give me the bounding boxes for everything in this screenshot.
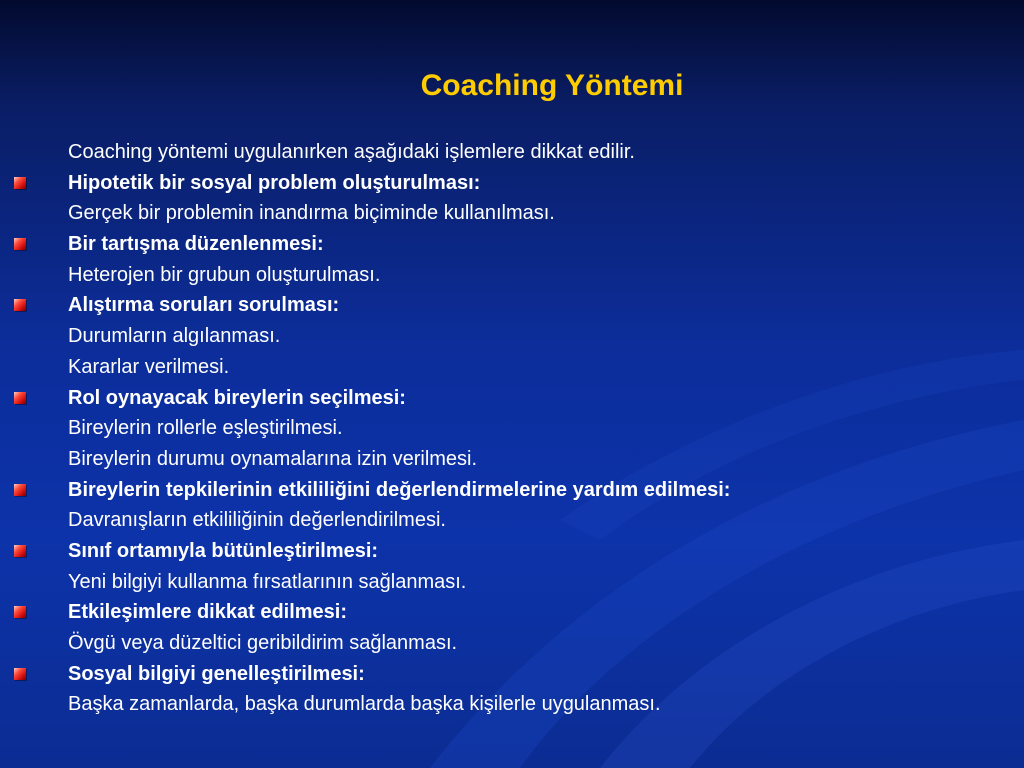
bullet-icon	[14, 392, 26, 404]
bullet-heading: Sınıf ortamıyla bütünleştirilmesi:	[0, 536, 1024, 567]
bullet-detail: Davranışların etkililiğinin değerlendirilmesi.	[68, 509, 446, 532]
bullet-heading: Sosyal bilgiyi genelleştirilmesi:	[0, 659, 1024, 690]
bullet-heading: Hipotetik bir sosyal problem oluşturulması:	[0, 168, 1024, 199]
bullet-heading: Alıştırma soruları sorulması:	[0, 290, 1024, 321]
bullet-detail: Yeni bilgiyi kullanma fırsatlarının sağlanması.	[68, 570, 467, 593]
bullet-heading: Bireylerin tepkilerinin etkililiğini değerlendirmelerine yardım edilmesi:	[0, 475, 1024, 506]
bullet-heading: Etkileşimlere dikkat edilmesi:	[0, 597, 1024, 628]
bullet-icon	[14, 484, 26, 496]
bullet-detail: Gerçek bir problemin inandırma biçiminde kullanılması.	[68, 202, 555, 225]
bullet-detail: Bireylerin durumu oynamalarına izin verilmesi.	[68, 447, 478, 470]
bullet-detail: Heterojen bir grubun oluşturulması.	[68, 263, 381, 286]
bullet-icon	[14, 668, 26, 680]
bullet-icon	[14, 606, 26, 618]
bullet-detail: Kararlar verilmesi.	[68, 355, 230, 378]
bullet-icon	[14, 299, 26, 311]
bullet-heading: Bir tartışma düzenlenmesi:	[0, 229, 1024, 260]
bullet-heading: Rol oynayacak bireylerin seçilmesi:	[0, 383, 1024, 414]
bullet-detail: Bireylerin rollerle eşleştirilmesi.	[68, 417, 343, 440]
bullet-icon	[14, 545, 26, 557]
bullet-detail: Durumların algılanması.	[68, 325, 281, 348]
slide-title: Coaching Yöntemi	[420, 69, 684, 102]
bullet-icon	[14, 238, 26, 250]
bullet-icon	[14, 177, 26, 189]
bullet-detail: Övgü veya düzeltici geribildirim sağlanması.	[68, 632, 458, 654]
intro-text: Coaching yöntemi uygulanırken aşağıdaki işlemlere dikkat edilir.	[68, 141, 635, 163]
slide-content	[0, 137, 1024, 720]
bullet-detail: Başka zamanlarda, başka durumlarda başka kişilerle uygulanması.	[68, 693, 661, 716]
